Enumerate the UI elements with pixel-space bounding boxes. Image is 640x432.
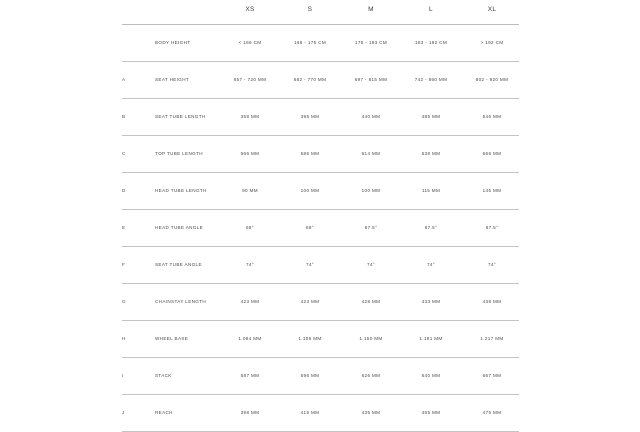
table-row [122,321,519,358]
table-cell: 68° [306,225,314,230]
table-cell: 74° [246,262,254,267]
table-cell: 90 MM [242,188,258,193]
table-cell: 433 MM [421,299,441,304]
table-cell: 74° [367,262,375,267]
table-row [122,395,519,432]
table-cell: 742 - 860 MM [414,77,448,82]
table-row [122,358,519,395]
table-row [122,99,519,136]
row-code: J [122,410,125,415]
table-cell: 115 MM [421,188,441,193]
table-cell: 1.181 MM [419,336,443,341]
table-cell: 438 MM [482,299,502,304]
table-cell: 626 MM [361,373,381,378]
table-cell: 485 MM [421,114,441,119]
table-cell: 440 MM [361,114,381,119]
row-code: D [122,188,126,193]
table-cell: 802 - 920 MM [475,77,509,82]
size-header-row [122,0,519,25]
table-cell: 166 - 175 CM [293,40,327,45]
table-cell: 666 MM [482,151,502,156]
table-cell: 100 MM [361,188,381,193]
table-cell: < 166 CM [238,40,262,45]
row-code: I [122,373,124,378]
table-cell: 395 MM [300,114,320,119]
table-cell: 68° [246,225,254,230]
row-label: HEAD TUBE ANGLE [155,225,204,230]
table-cell: 614 MM [361,151,381,156]
row-label: TOP TUBE LENGTH [155,151,203,156]
table-cell: 566 MM [240,151,260,156]
table-cell: 423 MM [240,299,260,304]
row-code: H [122,336,126,341]
table-cell: 423 MM [300,299,320,304]
table-cell: 1.217 MM [480,336,504,341]
table-cell: 596 MM [300,373,320,378]
table-row [122,173,519,210]
size-header-m: M [368,6,374,13]
size-header-l: L [429,6,433,13]
table-cell: 1.105 MM [298,336,322,341]
table-cell: 546 MM [482,114,502,119]
table-cell: 638 MM [421,151,441,156]
table-cell: 415 MM [300,410,320,415]
row-code: A [122,77,126,82]
row-label: SEAT TUBE LENGTH [155,114,206,119]
size-header-xs: XS [245,6,255,13]
table-cell: 657 - 720 MM [233,77,267,82]
table-cell: 74° [306,262,314,267]
table-cell: 67.5° [485,225,499,230]
size-header-xl: XL [487,6,497,13]
row-label: STACK [155,373,172,378]
table-cell: 398 MM [240,410,260,415]
row-label: BODY HEIGHT [155,40,191,45]
table-cell: 586 MM [300,151,320,156]
table-cell: 682 - 770 MM [293,77,327,82]
size-header-s: S [307,6,313,13]
table-row [122,284,519,321]
table-row [122,247,519,284]
row-label: SEAT HEIGHT [155,77,190,82]
geometry-table [122,0,519,432]
table-cell: 183 - 192 CM [414,40,448,45]
row-label: REACH [155,410,173,415]
row-code: B [122,114,126,119]
table-cell: 67.5° [364,225,378,230]
table-cell: 1.150 MM [359,336,383,341]
table-cell: 455 MM [421,410,441,415]
table-cell: 1.084 MM [238,336,262,341]
table-cell: > 192 CM [480,40,504,45]
row-label: CHAINSTAY LENGTH [155,299,207,304]
table-row [122,210,519,247]
table-cell: 640 MM [421,373,441,378]
table-cell: 358 MM [240,114,260,119]
table-cell: 428 MM [361,299,381,304]
row-code: F [122,262,126,267]
table-cell: 100 MM [300,188,320,193]
table-cell: 74° [488,262,496,267]
row-code: G [122,299,126,304]
table-cell: 74° [427,262,435,267]
row-label: WHEEL BASE [155,336,189,341]
row-label: SEAT TUBE ANGLE [155,262,202,267]
row-code: C [122,151,126,156]
table-row [122,25,519,62]
table-cell: 175 - 183 CM [354,40,388,45]
table-cell: 67.5° [424,225,438,230]
table-row [122,62,519,99]
row-code: E [122,225,126,230]
table-cell: 145 MM [482,188,502,193]
table-row [122,136,519,173]
table-cell: 697 - 815 MM [354,77,388,82]
table-cell: 475 MM [482,410,502,415]
table-cell: 587 MM [240,373,260,378]
row-label: HEAD TUBE LENGTH [155,188,207,193]
table-cell: 435 MM [361,410,381,415]
table-cell: 667 MM [482,373,502,378]
